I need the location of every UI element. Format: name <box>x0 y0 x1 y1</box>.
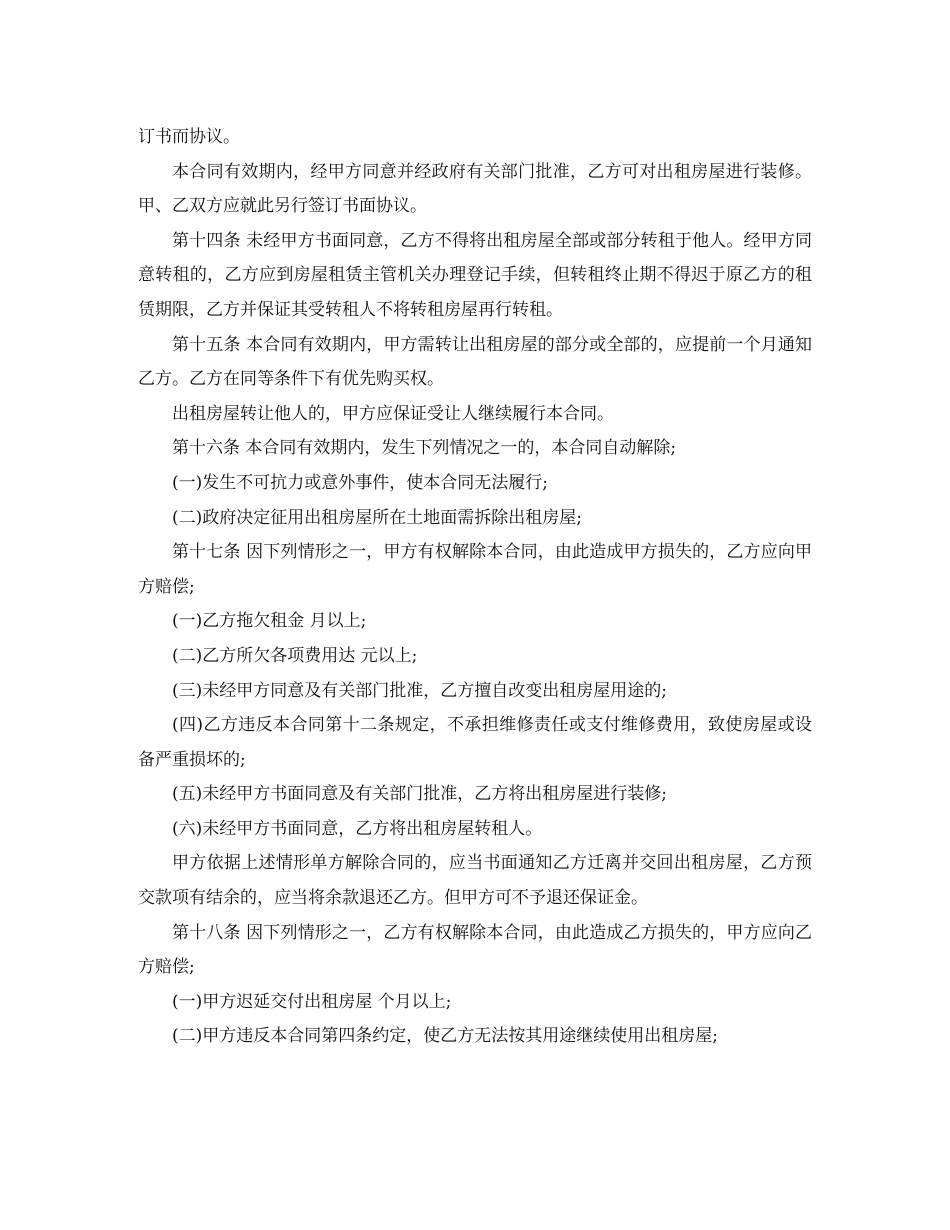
list-item-17-3: (三)未经甲方同意及有关部门批准，乙方擅自改变出租房屋用途的; <box>172 680 667 701</box>
paragraph-article-14: 第十四条 未经甲方书面同意，乙方不得将出租房屋全部或部分转租于他人。经甲方同意转租的，乙方应到房屋租赁主管机关办理登记手续，但转租终止期不得迟于原乙方的租赁期限，乙方并保证其受转租人不将转租房屋再行转租。 <box>138 230 812 320</box>
list-item-18-1: (一)甲方迟延交付出租房屋 个月以上; <box>172 991 452 1012</box>
list-item-17-1: (一)乙方拖欠租金 月以上; <box>172 611 367 632</box>
paragraph-article-16: 第十六条 本合同有效期内，发生下列情况之一的，本合同自动解除; <box>172 438 677 459</box>
list-item-16-2: (二)政府决定征用出租房屋所在土地面需拆除出租房屋; <box>172 507 582 528</box>
paragraph-article-18: 第十八条 因下列情形之一，乙方有权解除本合同，由此造成乙方损失的，甲方应向乙方赔偿; <box>138 922 812 978</box>
list-item-18-2: (二)甲方违反本合同第四条约定，使乙方无法按其用途继续使用出租房屋; <box>172 1026 718 1047</box>
paragraph-renovation: 本合同有效期内，经甲方同意并经政府有关部门批准，乙方可对出租房屋进行装修。甲、乙双方应就此另行签订书面协议。 <box>138 161 812 217</box>
paragraph-termination-notice: 甲方依据上述情形单方解除合同的，应当书面通知乙方迁离并交回出租房屋，乙方预交款项有结余的，应当将余款退还乙方。但甲方可不予退还保证金。 <box>138 853 812 909</box>
list-item-17-6: (六)未经甲方书面同意，乙方将出租房屋转租人。 <box>172 818 543 839</box>
paragraph-continuation: 订书而协议。 <box>138 127 240 147</box>
paragraph-transfer: 出租房屋转让他人的，甲方应保证受让人继续履行本合同。 <box>172 403 614 424</box>
list-item-17-4: (四)乙方违反本合同第十二条规定，不承担维修责任或支付维修费用，致使房屋或设备严重损坏的; <box>138 715 812 770</box>
list-item-17-5: (五)未经甲方书面同意及有关部门批准，乙方将出租房屋进行装修; <box>172 784 667 805</box>
paragraph-article-15: 第十五条 本合同有效期内，甲方需转让出租房屋的部分或全部的，应提前一个月通知乙方。乙方在同等条件下有优先购买权。 <box>138 334 812 390</box>
list-item-16-1: (一)发生不可抗力或意外事件，使本合同无法履行; <box>172 472 548 493</box>
paragraph-article-17: 第十七条 因下列情形之一，甲方有权解除本合同，由此造成甲方损失的，乙方应向甲方赔偿; <box>138 542 812 597</box>
list-item-17-2: (二)乙方所欠各项费用达 元以上; <box>172 645 418 666</box>
document-page <box>138 120 812 1054</box>
